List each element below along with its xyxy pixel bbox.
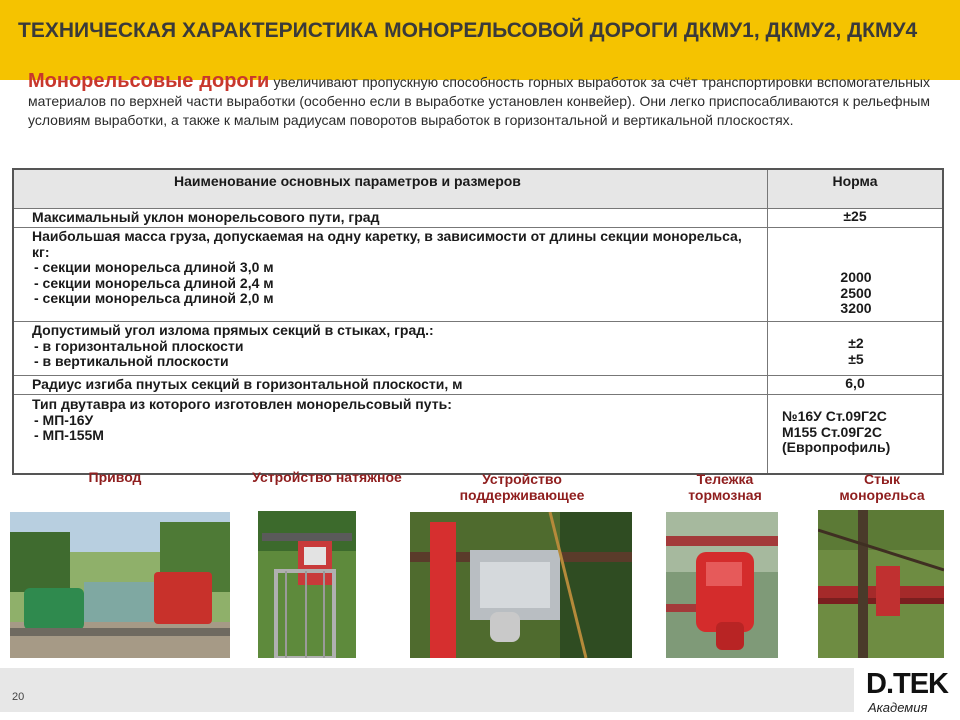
param-cell xyxy=(13,395,768,475)
photo-joint xyxy=(818,510,944,658)
param-text: Максимальный уклон монорельсового пути, град xyxy=(32,209,380,225)
caption-support: Устройство поддерживающее xyxy=(459,471,585,503)
norm-cell xyxy=(768,228,944,322)
norm-value: М155 Ст.09Г2С xyxy=(782,423,882,440)
photo-drive xyxy=(10,512,230,658)
param-sub: - секции монорельса длиной 2,4 м xyxy=(34,274,274,291)
norm-cell xyxy=(768,322,944,376)
norm-value: 3200 xyxy=(840,300,872,316)
norm-value: ±25 xyxy=(843,208,867,224)
param-cell xyxy=(13,322,768,376)
norm-gap xyxy=(768,228,942,242)
norm-gap xyxy=(780,395,942,409)
photo-drive-image xyxy=(10,512,230,658)
caption-tension: Устройство натяжное xyxy=(252,469,402,485)
param-sub: - секции монорельса длиной 3,0 м xyxy=(34,259,274,275)
norm-cell xyxy=(768,376,944,395)
spec-table xyxy=(12,168,944,475)
norm-value: 6,0 xyxy=(845,375,865,391)
photo-tension-image xyxy=(258,511,356,658)
head-norm: Норма xyxy=(768,169,944,209)
footer-bar xyxy=(0,668,854,712)
param-cell xyxy=(13,376,768,395)
table-header xyxy=(13,169,943,209)
norm-value: 2000 xyxy=(840,269,872,285)
title-bar xyxy=(0,0,960,80)
param-text: Тип двутавра из которого изготовлен монорельсовый путь: xyxy=(32,396,452,412)
page-title: ТЕХНИЧЕСКАЯ ХАРАКТЕРИСТИКА МОНОРЕЛЬСОВОЙ ДОРОГИ ДКМУ1, ДКМУ2, ДКМУ4 xyxy=(18,19,918,42)
table-row xyxy=(13,395,943,475)
param-cell xyxy=(13,209,768,228)
photo-brake xyxy=(666,512,778,658)
param-sub: - в вертикальной плоскости xyxy=(34,353,229,369)
table-row xyxy=(13,228,943,322)
param-text: Допустимый угол излома прямых секций в стыках, град.: xyxy=(32,322,434,338)
norm-value: (Европрофиль) xyxy=(782,439,891,455)
photo-brake-image xyxy=(666,512,778,658)
norm-value: ±2 xyxy=(848,335,864,351)
norm-gap xyxy=(768,256,942,270)
caption-brake: Тележка тормозная xyxy=(688,471,762,503)
param-sub: - МП-16У xyxy=(34,411,94,428)
intro-paragraph xyxy=(28,72,930,130)
intro-text: увеличивают пропускную способность горных выработок за счёт транспортировки вспомогательных материалов по верхней части выработки (особенно если в выработке установлен конвейер). Они легко приспосабливаются к рельефным условиям выработки, а также к малым радиусам поворотов выработок в горизонтальной и вертикальной плоскостях. xyxy=(28,74,930,128)
norm-value: №16У Ст.09Г2С xyxy=(782,408,887,424)
photo-support-image xyxy=(410,512,632,658)
norm-gap xyxy=(768,242,942,256)
photo-joint-image xyxy=(818,510,944,658)
page-number: 20 xyxy=(12,691,25,703)
caption-drive: Привод xyxy=(88,469,142,485)
table-row xyxy=(13,209,943,228)
intro-lead: Монорельсовые дороги xyxy=(28,70,270,92)
caption-joint: Стык монорельса xyxy=(839,471,925,503)
dtek-logo xyxy=(866,668,956,716)
norm-value: 2500 xyxy=(840,284,872,301)
norm-value: ±5 xyxy=(848,350,864,367)
photo-tension xyxy=(258,511,356,658)
table-row xyxy=(13,322,943,376)
logo-subtitle: Академия xyxy=(868,700,928,715)
param-sub: - МП-155М xyxy=(34,427,104,443)
logo-text: D.TEK xyxy=(866,668,948,700)
norm-cell xyxy=(768,395,944,475)
param-sub: - в горизонтальной плоскости xyxy=(34,337,244,354)
param-text: Наибольшая масса груза, допускаемая на одну каретку, в зависимости от длины секции монорельса, кг: xyxy=(32,228,742,260)
param-sub: - секции монорельса длиной 2,0 м xyxy=(34,290,274,306)
norm-gap xyxy=(768,322,942,336)
param-text: Радиус изгиба пнутых секций в горизонтальной плоскости, м xyxy=(32,376,463,392)
table-row xyxy=(13,376,943,395)
photo-captions xyxy=(0,469,960,509)
norm-cell xyxy=(768,209,944,228)
head-param: Наименование основных параметров и размеров xyxy=(13,169,768,209)
param-cell xyxy=(13,228,768,322)
photo-support xyxy=(410,512,632,658)
